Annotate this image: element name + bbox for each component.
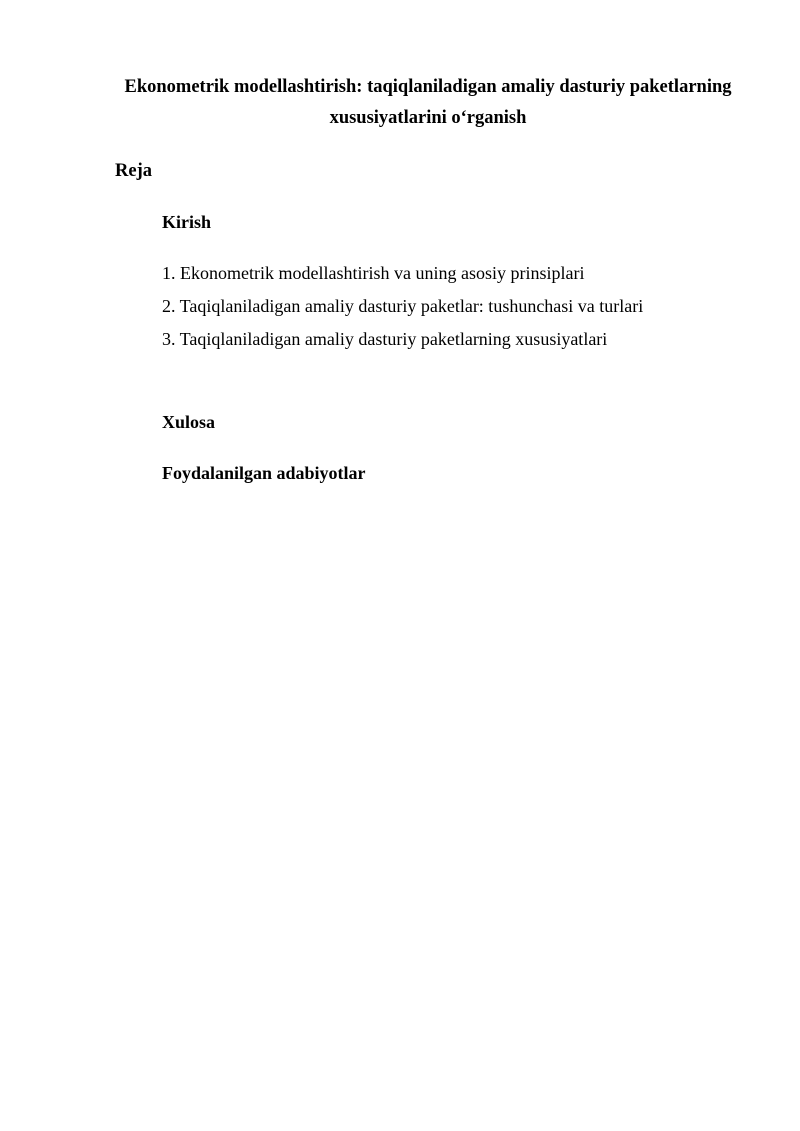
- plan-item-2: 2. Taqiqlaniladigan amaliy dasturiy paketlar: tushunchasi va turlari: [162, 296, 644, 316]
- title-line-1: Ekonometrik modellashtirish: taqiqlaniladigan amaliy dasturiy paketlarning: [124, 77, 732, 97]
- plan-item-3: 3. Taqiqlaniladigan amaliy dasturiy paketlarning xususiyatlari: [162, 329, 608, 349]
- plan-heading: Reja: [115, 161, 152, 181]
- plan-references: Foydalanilgan adabiyotlar: [162, 463, 366, 483]
- plan-conclusion: Xulosa: [162, 412, 216, 432]
- plan-item-1: 1. Ekonometrik modellashtirish va uning asosiy prinsiplari: [162, 263, 585, 283]
- plan-intro: Kirish: [162, 212, 212, 232]
- title-line-2: xususiyatlarini o‘rganish: [329, 108, 527, 128]
- document-title: [100, 72, 756, 134]
